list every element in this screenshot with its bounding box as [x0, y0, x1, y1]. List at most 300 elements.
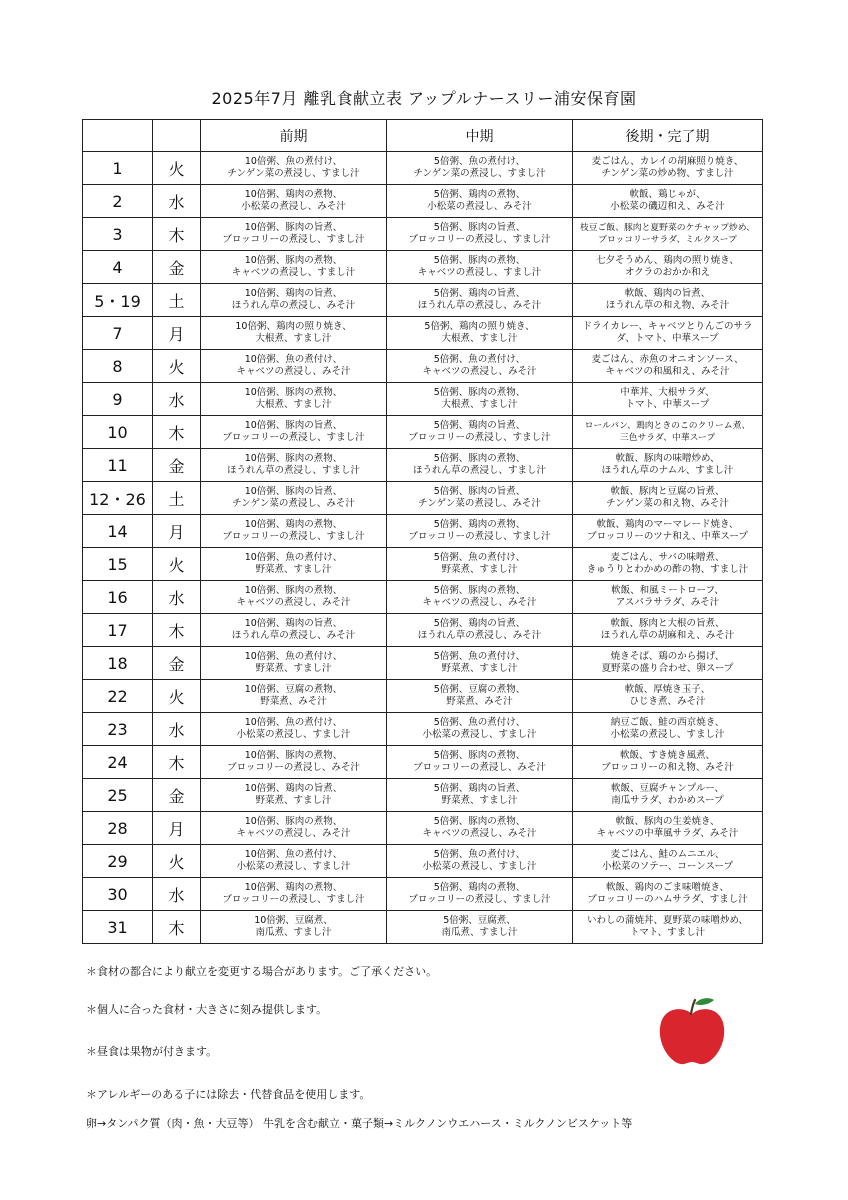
menu-line: キャベツの煮浸し、みそ汁 — [236, 366, 351, 377]
menu-line: 軟飯、豚肉の生姜焼き、 — [615, 816, 720, 827]
date-cell: 24 — [83, 746, 153, 779]
weekday-cell: 木 — [153, 218, 201, 251]
menu-line: 麦ごはん、鮭のムニエル、 — [610, 849, 725, 860]
menu-line: いわしの蒲焼丼、夏野菜の味噌炒め、 — [586, 915, 749, 926]
early-stage-cell — [201, 152, 387, 185]
early-stage-cell — [201, 482, 387, 515]
menu-line: 10倍粥、鶏肉の照り焼き、 — [235, 321, 352, 332]
apple-leaf — [695, 998, 714, 1005]
menu-line: 野菜煮、みそ汁 — [446, 696, 513, 707]
menu-line: ブロッコリーの煮浸し、すまし汁 — [222, 894, 365, 905]
late-stage-cell — [573, 416, 763, 449]
middle-stage-cell — [387, 647, 573, 680]
menu-line: 5倍粥、魚の煮付け、 — [433, 849, 526, 860]
note-4: ＊アレルギーのある子には除去・代替食品を使用します。 — [86, 1088, 371, 1101]
menu-line: 5倍粥、魚の煮付け、 — [433, 354, 526, 365]
weekday-cell: 土 — [153, 284, 201, 317]
date-cell: 12・26 — [83, 482, 153, 515]
menu-line: 野菜煮、すまし汁 — [441, 564, 518, 575]
menu-line: ブロッコリーの煮浸し、すまし汁 — [222, 432, 365, 443]
table-row — [83, 878, 763, 911]
menu-line: 麦ごはん、サバの味噌煮、 — [610, 552, 725, 563]
date-cell: 9 — [83, 383, 153, 416]
weekday-cell: 火 — [153, 350, 201, 383]
menu-line: 10倍粥、豚肉の煮物、 — [244, 816, 343, 827]
menu-line: 野菜煮、すまし汁 — [255, 663, 332, 674]
date-cell: 18 — [83, 647, 153, 680]
menu-line: 軟飯、豚肉と豆腐の旨煮、 — [610, 486, 725, 497]
weekday-cell: 金 — [153, 779, 201, 812]
menu-line: キャベツの煮浸し、みそ汁 — [422, 597, 537, 608]
date-cell: 31 — [83, 911, 153, 944]
early-stage-cell — [201, 878, 387, 911]
menu-line: 10倍粥、魚の煮付け、 — [244, 651, 343, 662]
table-row — [83, 680, 763, 713]
menu-line: 小松菜のソテー、コーンスープ — [601, 861, 733, 872]
weekday-cell: 金 — [153, 251, 201, 284]
apple-icon — [654, 996, 730, 1068]
weekday-cell: 木 — [153, 416, 201, 449]
date-cell: 17 — [83, 614, 153, 647]
menu-line: 10倍粥、魚の煮付け、 — [244, 552, 343, 563]
menu-line: 10倍粥、魚の煮付け、 — [244, 354, 343, 365]
middle-stage-cell — [387, 680, 573, 713]
menu-body — [83, 152, 763, 944]
menu-line: 軟飯、和風ミートローフ、 — [611, 585, 724, 596]
date-cell: 29 — [83, 845, 153, 878]
date-cell: 15 — [83, 548, 153, 581]
table-row — [83, 647, 763, 680]
late-stage-cell — [573, 449, 763, 482]
menu-line: 南瓜煮、すまし汁 — [255, 927, 332, 938]
menu-line: キャベツの煮浸し、みそ汁 — [236, 828, 351, 839]
late-stage-cell — [573, 614, 763, 647]
menu-line: 5倍粥、鶏肉の旨煮、 — [433, 288, 526, 299]
late-stage-cell — [573, 812, 763, 845]
middle-stage-cell — [387, 845, 573, 878]
weekday-cell: 月 — [153, 812, 201, 845]
menu-line: 三色サラダ、中華スープ — [619, 433, 716, 443]
middle-stage-cell — [387, 713, 573, 746]
date-cell: 14 — [83, 515, 153, 548]
table-row — [83, 416, 763, 449]
middle-stage-cell — [387, 548, 573, 581]
menu-line: 5倍粥、鶏肉の旨煮、 — [433, 420, 526, 431]
table-row — [83, 185, 763, 218]
menu-line: ひじき煮、みそ汁 — [629, 696, 706, 707]
table-row — [83, 317, 763, 350]
menu-line: トマト、中華スープ — [625, 399, 710, 410]
menu-line: 5倍粥、豆腐の煮物、 — [433, 684, 526, 695]
date-cell: 1 — [83, 152, 153, 185]
header-dow — [153, 120, 201, 152]
late-stage-cell — [573, 746, 763, 779]
table-row — [83, 383, 763, 416]
middle-stage-cell — [387, 317, 573, 350]
middle-stage-cell — [387, 779, 573, 812]
note-2: ＊個人に合った食材・大きさに刻み提供します。 — [86, 1003, 328, 1016]
date-cell: 4 — [83, 251, 153, 284]
weekday-cell: 木 — [153, 911, 201, 944]
middle-stage-cell — [387, 251, 573, 284]
table-row — [83, 911, 763, 944]
menu-line: 10倍粥、豚肉の煮物、 — [244, 255, 343, 266]
table-row — [83, 812, 763, 845]
early-stage-cell — [201, 185, 387, 218]
middle-stage-cell — [387, 878, 573, 911]
table-row — [83, 845, 763, 878]
menu-line: 10倍粥、豚肉の旨煮、 — [244, 420, 343, 431]
menu-line: 軟飯、鶏じゃが、 — [629, 189, 706, 200]
date-cell: 3 — [83, 218, 153, 251]
menu-line: 軟飯、豚肉の味噌炒め、 — [615, 453, 720, 464]
menu-line: キャベツの煮浸し、すまし汁 — [231, 267, 356, 278]
menu-line: 5倍粥、豚肉の旨煮、 — [433, 486, 526, 497]
menu-line: 10倍粥、鶏肉の旨煮、 — [244, 618, 343, 629]
date-cell: 23 — [83, 713, 153, 746]
menu-line: キャベツの中華風サラダ、みそ汁 — [596, 828, 739, 839]
menu-line: 大根煮、すまし汁 — [255, 399, 332, 410]
early-stage-cell — [201, 383, 387, 416]
menu-line: 5倍粥、豚肉の煮物、 — [433, 453, 526, 464]
late-stage-cell — [573, 713, 763, 746]
menu-line: チンゲン菜の煮浸し、すまし汁 — [413, 168, 546, 179]
weekday-cell: 土 — [153, 482, 201, 515]
weekday-cell: 水 — [153, 185, 201, 218]
menu-line: きゅうりとわかめの酢の物、すまし汁 — [586, 564, 749, 575]
menu-line: 中華丼、大根サラダ、 — [620, 387, 715, 398]
menu-line: 小松菜の煮浸し、すまし汁 — [422, 861, 537, 872]
menu-line: 5倍粥、鶏肉の煮物、 — [433, 519, 526, 530]
late-stage-cell — [573, 251, 763, 284]
late-stage-cell — [573, 482, 763, 515]
menu-line: ブロッコリーのツナ和え、中華スープ — [587, 531, 748, 542]
late-stage-cell — [573, 284, 763, 317]
menu-line: 10倍粥、豚肉の煮物、 — [244, 750, 343, 761]
page-title: 2025年7月 離乳食献立表 アップルナースリー浦安保育園 — [211, 89, 637, 108]
menu-line: 5倍粥、鶏肉の煮物、 — [433, 882, 526, 893]
middle-stage-cell — [387, 614, 573, 647]
late-stage-cell — [573, 779, 763, 812]
date-cell: 25 — [83, 779, 153, 812]
middle-stage-cell — [387, 185, 573, 218]
middle-stage-cell — [387, 449, 573, 482]
menu-line: ブロッコリーの煮浸し、すまし汁 — [222, 234, 365, 245]
menu-line: 小松菜の磯辺和え、みそ汁 — [610, 201, 725, 212]
middle-stage-cell — [387, 152, 573, 185]
menu-line: 5倍粥、魚の煮付け、 — [433, 156, 526, 167]
menu-line: 5倍粥、豚肉の煮物、 — [433, 255, 526, 266]
date-cell: 11 — [83, 449, 153, 482]
table-row — [83, 350, 763, 383]
header-early: 前期 — [201, 120, 387, 152]
table-row — [83, 152, 763, 185]
menu-line: ほうれん草の煮浸し、みそ汁 — [231, 300, 356, 311]
menu-line: ブロッコリーの煮浸し、みそ汁 — [227, 762, 360, 773]
menu-line: 10倍粥、豚肉の煮物、 — [244, 585, 343, 596]
table-row — [83, 482, 763, 515]
menu-line: 5倍粥、魚の煮付け、 — [433, 552, 526, 563]
apple-stem — [691, 1000, 695, 1014]
menu-line: トマト、すまし汁 — [629, 927, 706, 938]
menu-table — [82, 119, 763, 944]
table-row — [83, 746, 763, 779]
date-cell: 22 — [83, 680, 153, 713]
menu-line: ブロッコリーの煮浸し、すまし汁 — [408, 894, 551, 905]
menu-line: ブロッコリーの和え物、みそ汁 — [601, 762, 734, 773]
menu-line: 大根煮、すまし汁 — [441, 333, 518, 344]
late-stage-cell — [573, 515, 763, 548]
early-stage-cell — [201, 647, 387, 680]
weekday-cell: 火 — [153, 152, 201, 185]
menu-line: 5倍粥、豚肉の煮物、 — [433, 816, 526, 827]
menu-line: オクラのおかか和え — [624, 267, 711, 278]
table-row — [83, 581, 763, 614]
menu-line: 南瓜煮、すまし汁 — [441, 927, 518, 938]
weekday-cell: 水 — [153, 713, 201, 746]
note-1: ＊食材の都合により献立を変更する場合があります。ご了承ください。 — [86, 965, 438, 978]
menu-line: 麦ごはん、カレイの胡麻照り焼き、 — [591, 156, 744, 167]
menu-line: 小松菜の煮浸し、すまし汁 — [236, 729, 351, 740]
menu-line: 5倍粥、豆腐煮、 — [443, 915, 516, 926]
late-stage-cell — [573, 680, 763, 713]
menu-line: ドライカレー、キャベツとりんごのサラ — [582, 321, 753, 332]
weekday-cell: 月 — [153, 317, 201, 350]
menu-line: ほうれん草の煮浸し、すまし汁 — [412, 465, 546, 476]
menu-line: 大根煮、すまし汁 — [441, 399, 518, 410]
weekday-cell: 金 — [153, 647, 201, 680]
late-stage-cell — [573, 185, 763, 218]
menu-line: ブロッコリーの煮浸し、みそ汁 — [413, 762, 546, 773]
menu-line: ブロッコリーの煮浸し、すまし汁 — [408, 234, 551, 245]
weekday-cell: 水 — [153, 878, 201, 911]
late-stage-cell — [573, 317, 763, 350]
early-stage-cell — [201, 713, 387, 746]
menu-line: キャベツの煮浸し、すまし汁 — [417, 267, 542, 278]
menu-line: 野菜煮、すまし汁 — [441, 663, 518, 674]
early-stage-cell — [201, 350, 387, 383]
weekday-cell: 火 — [153, 548, 201, 581]
early-stage-cell — [201, 416, 387, 449]
early-stage-cell — [201, 548, 387, 581]
menu-line: 軟飯、厚焼き玉子、 — [624, 684, 711, 695]
menu-line: ブロッコリーの煮浸し、すまし汁 — [408, 531, 551, 542]
menu-line: キャベツの煮浸し、みそ汁 — [236, 597, 351, 608]
early-stage-cell — [201, 680, 387, 713]
menu-line: ブロッコリーの煮浸し、すまし汁 — [408, 432, 551, 443]
menu-line: アスパラサラダ、みそ汁 — [615, 597, 720, 608]
middle-stage-cell — [387, 218, 573, 251]
middle-stage-cell — [387, 350, 573, 383]
table-row — [83, 218, 763, 251]
menu-line: ほうれん草の和え物、みそ汁 — [605, 300, 730, 311]
menu-line: キャベツの和風和え、みそ汁 — [605, 366, 730, 377]
menu-line: 大根煮、すまし汁 — [255, 333, 332, 344]
menu-line: キャベツの煮浸し、みそ汁 — [422, 366, 537, 377]
menu-line: 10倍粥、鶏肉の煮物、 — [244, 189, 343, 200]
menu-line: 5倍粥、魚の煮付け、 — [433, 651, 526, 662]
menu-line: 小松菜の煮浸し、すまし汁 — [236, 861, 351, 872]
early-stage-cell — [201, 515, 387, 548]
menu-line: 5倍粥、鶏肉の煮物、 — [433, 189, 526, 200]
weekday-cell: 木 — [153, 614, 201, 647]
menu-line: 南瓜サラダ、わかめスープ — [611, 795, 724, 806]
weekday-cell: 水 — [153, 383, 201, 416]
date-cell: 10 — [83, 416, 153, 449]
menu-line: 夏野菜の盛り合わせ、卵スープ — [601, 663, 734, 674]
date-cell: 8 — [83, 350, 153, 383]
menu-line: 10倍粥、魚の煮付け、 — [244, 156, 343, 167]
weekday-cell: 月 — [153, 515, 201, 548]
note-5: 卵→タンパク質（肉・魚・大豆等） 牛乳を含む献立・菓子類→ミルクノンウエハース・ミルクノンビスケット等 — [86, 1117, 633, 1130]
menu-line: ブロッコリーサラダ、ミルクスープ — [598, 235, 737, 245]
menu-line: 10倍粥、豆腐煮、 — [254, 915, 333, 926]
date-cell: 28 — [83, 812, 153, 845]
menu-line: ダ、トマト、中華スープ — [616, 333, 719, 344]
menu-line: 麦ごはん、赤魚のオニオンソース、 — [591, 354, 744, 365]
late-stage-cell — [573, 878, 763, 911]
table-row — [83, 449, 763, 482]
menu-line: 10倍粥、魚の煮付け、 — [244, 849, 343, 860]
menu-line: 野菜煮、すまし汁 — [441, 795, 518, 806]
table-row — [83, 284, 763, 317]
weekday-cell: 水 — [153, 581, 201, 614]
early-stage-cell — [201, 449, 387, 482]
menu-line: 軟飯、鶏肉の旨煮、 — [624, 288, 711, 299]
header-middle: 中期 — [387, 120, 573, 152]
menu-line: 軟飯、すき焼き風煮、 — [619, 750, 715, 761]
menu-line: 10倍粥、鶏肉の旨煮、 — [244, 288, 343, 299]
early-stage-cell — [201, 317, 387, 350]
menu-line: チンゲン菜の煮浸し、みそ汁 — [418, 498, 541, 509]
table-row — [83, 779, 763, 812]
menu-line: 10倍粥、豚肉の煮物、 — [244, 453, 343, 464]
early-stage-cell — [201, 779, 387, 812]
middle-stage-cell — [387, 383, 573, 416]
menu-line: 焼きそば、鶏のから揚げ、 — [610, 651, 725, 662]
menu-line: 10倍粥、豚肉の煮物、 — [244, 387, 343, 398]
menu-line: 10倍粥、豚肉の旨煮、 — [244, 486, 343, 497]
date-cell: 16 — [83, 581, 153, 614]
menu-line: 小松菜の煮浸し、すまし汁 — [610, 729, 725, 740]
late-stage-cell — [573, 647, 763, 680]
middle-stage-cell — [387, 746, 573, 779]
late-stage-cell — [573, 350, 763, 383]
menu-line: 野菜煮、みそ汁 — [260, 696, 327, 707]
menu-line: 野菜煮、すまし汁 — [255, 564, 332, 575]
menu-line: 野菜煮、すまし汁 — [255, 795, 332, 806]
middle-stage-cell — [387, 416, 573, 449]
table-row — [83, 515, 763, 548]
menu-line: ほうれん草のナムル、すまし汁 — [601, 465, 734, 476]
date-cell: 5・19 — [83, 284, 153, 317]
weekday-cell: 木 — [153, 746, 201, 779]
table-row — [83, 251, 763, 284]
late-stage-cell — [573, 152, 763, 185]
menu-line: 納豆ご飯、鮭の西京焼き、 — [610, 717, 725, 728]
menu-line: チンゲン菜の和え物、みそ汁 — [606, 498, 729, 509]
menu-line: 5倍粥、豚肉の旨煮、 — [433, 222, 526, 233]
early-stage-cell — [201, 251, 387, 284]
weekday-cell: 金 — [153, 449, 201, 482]
middle-stage-cell — [387, 482, 573, 515]
weekday-cell: 火 — [153, 845, 201, 878]
table-row — [83, 713, 763, 746]
menu-line: 七夕そうめん、鶏肉の照り焼き、 — [596, 255, 739, 266]
menu-line: 5倍粥、豚肉の煮物、 — [433, 387, 526, 398]
menu-line: 軟飯、豆腐チャンプルー、 — [611, 783, 724, 794]
late-stage-cell — [573, 548, 763, 581]
menu-line: ブロッコリーのハムサラダ、すまし汁 — [587, 894, 748, 905]
header-date — [83, 120, 153, 152]
menu-line: 5倍粥、魚の煮付け、 — [433, 717, 526, 728]
menu-line: ほうれん草の煮浸し、みそ汁 — [417, 300, 542, 311]
early-stage-cell — [201, 284, 387, 317]
menu-line: 小松菜の煮浸し、みそ汁 — [427, 201, 532, 212]
menu-line: 5倍粥、鶏肉の旨煮、 — [433, 618, 526, 629]
early-stage-cell — [201, 614, 387, 647]
late-stage-cell — [573, 845, 763, 878]
early-stage-cell — [201, 845, 387, 878]
menu-line: 10倍粥、豆腐の煮物、 — [244, 684, 343, 695]
middle-stage-cell — [387, 581, 573, 614]
menu-line: 10倍粥、鶏肉の煮物、 — [244, 519, 343, 530]
menu-line: 5倍粥、鶏肉の照り焼き、 — [424, 321, 535, 332]
menu-line: 軟飯、鶏肉のごま味噌焼き、 — [605, 882, 730, 893]
early-stage-cell — [201, 218, 387, 251]
date-cell: 2 — [83, 185, 153, 218]
menu-line: ほうれん草の煮浸し、みそ汁 — [417, 630, 542, 641]
middle-stage-cell — [387, 515, 573, 548]
late-stage-cell — [573, 911, 763, 944]
menu-line: 10倍粥、魚の煮付け、 — [244, 717, 343, 728]
menu-line: 軟飯、豚肉と大根の旨煮、 — [610, 618, 725, 629]
menu-line: ロールパン、鶏肉ときのこのクリーム煮、 — [584, 421, 751, 431]
date-cell: 30 — [83, 878, 153, 911]
menu-line: チンゲン菜の煮浸し、すまし汁 — [227, 168, 360, 179]
middle-stage-cell — [387, 812, 573, 845]
early-stage-cell — [201, 581, 387, 614]
header-late: 後期・完了期 — [573, 120, 763, 152]
late-stage-cell — [573, 581, 763, 614]
table-row — [83, 548, 763, 581]
table-row — [83, 614, 763, 647]
menu-line: キャベツの煮浸し、みそ汁 — [422, 828, 537, 839]
menu-line: 10倍粥、鶏肉の旨煮、 — [244, 783, 343, 794]
header-row — [83, 120, 763, 152]
apple-body — [660, 1009, 724, 1064]
menu-line: 小松菜の煮浸し、みそ汁 — [241, 201, 346, 212]
late-stage-cell — [573, 383, 763, 416]
early-stage-cell — [201, 911, 387, 944]
menu-line: ほうれん草の胡麻和え、みそ汁 — [600, 630, 735, 641]
menu-line: 5倍粥、豚肉の煮物、 — [433, 585, 526, 596]
menu-line: ブロッコリーの煮浸し、すまし汁 — [222, 531, 365, 542]
menu-line: ほうれん草の煮浸し、すまし汁 — [226, 465, 360, 476]
late-stage-cell — [573, 218, 763, 251]
early-stage-cell — [201, 746, 387, 779]
menu-line: チンゲン菜の炒め物、すまし汁 — [601, 168, 734, 179]
middle-stage-cell — [387, 911, 573, 944]
menu-line: 5倍粥、豚肉の煮物、 — [433, 750, 526, 761]
date-cell: 7 — [83, 317, 153, 350]
menu-line: 10倍粥、豚肉の旨煮、 — [244, 222, 343, 233]
menu-line: 軟飯、鶏肉のマーマレード焼き、 — [596, 519, 739, 530]
menu-line: 5倍粥、鶏肉の旨煮、 — [433, 783, 526, 794]
menu-line: チンゲン菜の煮浸し、みそ汁 — [232, 498, 355, 509]
menu-line: 10倍粥、鶏肉の煮物、 — [244, 882, 343, 893]
weekday-cell: 火 — [153, 680, 201, 713]
